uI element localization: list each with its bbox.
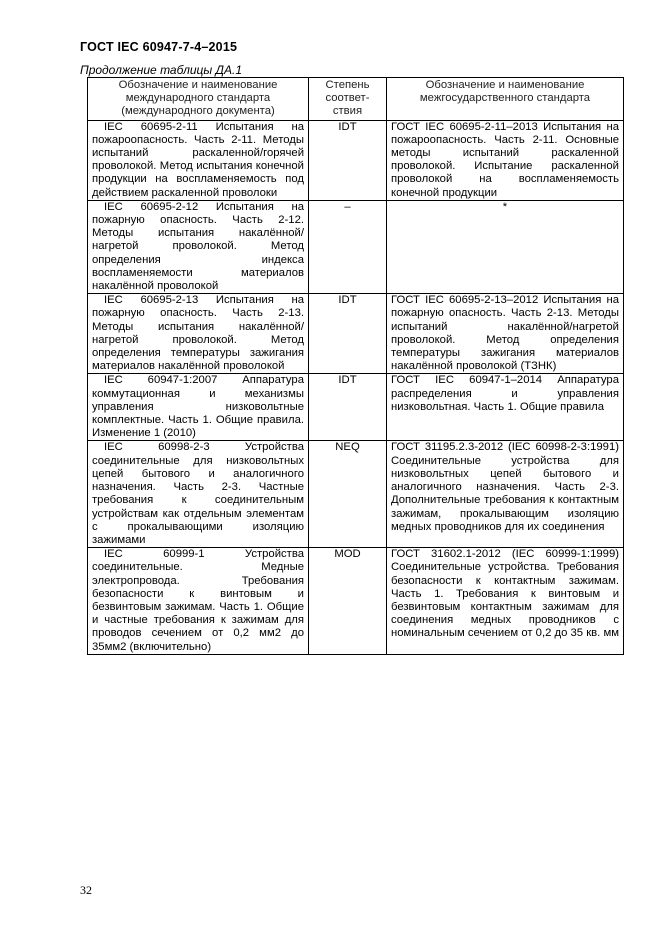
- international-standard-cell: IEC 60947-1:2007 Аппаратура коммутационная и механизмы управления низковольтные комплектные. Часть 1. Общие правила. Изменение 1 (2010): [88, 374, 309, 441]
- header-interstate-standard: Обозначение и наименование межгосударственного стандарта: [387, 78, 624, 121]
- international-standard-cell: IEC 60998-2-3 Устройства соединительные для низковольтных цепей бытового и аналогичного назначения. Часть 2-3. Частные требования к соединительным устройствам как отдельным элементам с прокалывающими изоляцию зажимами: [88, 441, 309, 548]
- degree-cell: MOD: [309, 548, 387, 655]
- interstate-standard-cell: ГОСТ 31195.2.3-2012 (IEC 60998-2-3:1991) Соединительные устройства для низковольтных цепей бытового и аналогичного назначения. Часть 2-3. Дополнительные требования к контактным зажимам, прокалывающим изоляцию медных проводников для их соединения: [387, 441, 624, 548]
- degree-cell: IDT: [309, 374, 387, 441]
- table-row: [88, 374, 624, 441]
- table-row: [88, 548, 624, 655]
- table-caption: Продолжение таблицы ДА.1: [80, 63, 243, 77]
- header-international-standard: Обозначение и наименование международного стандарта (международного документа): [88, 78, 309, 121]
- document-title: ГОСТ IEC 60947-7-4–2015: [80, 40, 238, 54]
- degree-cell: IDT: [309, 294, 387, 374]
- header-degree-of-correspondence: Степень соответ-ствия: [309, 78, 387, 121]
- international-standard-cell: IEC 60999-1 Устройства соединительные. Медные электропровода. Требования безопасности к винтовым и безвинтовым зажимам. Часть 1. Общие и частные требования к зажимам для проводов сечением от 0,2 мм2 до 35мм2 (включительно): [88, 548, 309, 655]
- international-standard-cell: IEC 60695-2-12 Испытания на пожарную опасность. Часть 2-12. Методы испытания накалённой/нагретой проволокой. Метод определения индекса воспламеняемости материалов накалённой проволокой: [88, 200, 309, 293]
- interstate-standard-cell: *: [387, 200, 624, 293]
- interstate-standard-cell: ГОСТ IEC 60695-2-11–2013 Испытания на пожароопасность. Часть 2-11. Основные методы испытаний раскаленной проволокой. Испытание раскаленной проволокой на воспламеняемость конечной продукции: [387, 120, 624, 200]
- table-header-row: [88, 78, 624, 121]
- table-row: [88, 294, 624, 374]
- interstate-standard-cell: ГОСТ IEC 60947-1–2014 Аппаратура распределения и управления низковольтная. Часть 1. Общие правила: [387, 374, 624, 441]
- international-standard-cell: IEC 60695-2-11 Испытания на пожароопасность. Часть 2-11. Методы испытаний раскаленной/горячей проволокой. Метод испытания конечной продукции на воспламеняемость под действием раскаленной проволоки: [88, 120, 309, 200]
- interstate-standard-cell: ГОСТ IEC 60695-2-13–2012 Испытания на пожарную опасность. Часть 2-13. Методы испытаний накалённой/нагретой проволокой. Метод определения температуры зажигания материалов накалённой проволокой (ТЗНК): [387, 294, 624, 374]
- table-row: [88, 441, 624, 548]
- table-row: [88, 120, 624, 200]
- international-standard-cell: IEC 60695-2-13 Испытания на пожарную опасность. Часть 2-13. Методы испытания накалённой/нагретой проволокой. Метод определения температуры зажигания материалов накалённой проволокой: [88, 294, 309, 374]
- degree-cell: –: [309, 200, 387, 293]
- degree-cell: NEQ: [309, 441, 387, 548]
- interstate-standard-cell: ГОСТ 31602.1-2012 (IEC 60999-1:1999) Соединительные устройства. Требования безопасности к контактным зажимам. Часть 1. Требования к винтовым и безвинтовым контактным зажимам для соединения медных проводников с номинальным сечением от 0,2 до 35 кв. мм: [387, 548, 624, 655]
- table-row: [88, 200, 624, 293]
- degree-cell: IDT: [309, 120, 387, 200]
- page-number: 32: [80, 883, 92, 897]
- correspondence-table: [87, 77, 624, 655]
